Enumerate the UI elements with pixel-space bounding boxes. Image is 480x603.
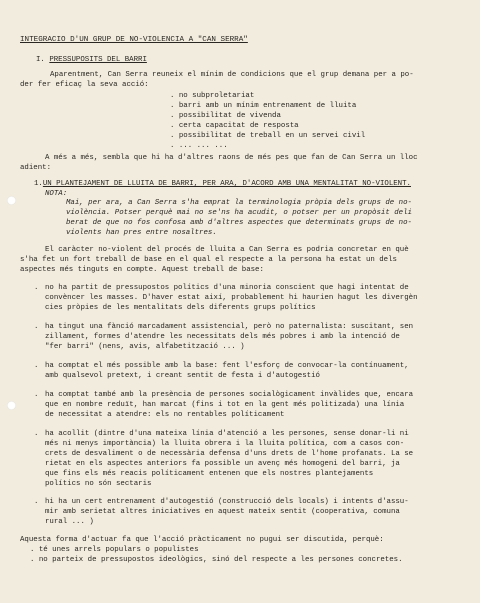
- bullet-line: mir amb serietat altres iniciatives en aquest mateix sentit (cooperativa, comuna: [45, 508, 400, 516]
- bullet-line: que fins els més reacis políticament entenen que els nostres plantejaments: [45, 470, 374, 478]
- paragraph-line: s'ha fet un fort treball de base en el qual el respecte a la persona ha estat un dels: [20, 256, 397, 264]
- intro-line: der fer eficaç la seva acció:: [20, 81, 149, 89]
- nota-line: Mai, per ara, a Can Serra s'ha emprat la terminologia pròpia dels grups de no-: [66, 199, 412, 207]
- bullet-line: més ni menys importància) la lluita obrera i la lluita política, com a casos con-: [45, 440, 405, 448]
- bullet-dot: .: [34, 284, 39, 292]
- bullet-line: de necessitat a atendre: els no rentables políticament: [45, 411, 285, 419]
- punch-hole: [7, 196, 16, 205]
- nota-line: violència. Potser perquè mai no se'ns ha acudit, o potser per un propòsit deli: [66, 209, 412, 217]
- bullet-line: polítics no són sectaris: [45, 480, 152, 488]
- point-heading: 1.UN PLANTEJAMENT DE LLUITA DE BARRI, PER ARA, D'ACORD AMB UNA MENTALITAT NO-VIOLENT.: [34, 180, 411, 188]
- bullet-line: crets de desvaliment o de necessària defensa d'uns drets de l'home profanats. La se: [45, 450, 414, 458]
- paragraph-line: El caràcter no-violent del procés de lluita a Can Serra es podria concretar en què: [45, 246, 409, 254]
- bullet-line: ha acollit (dintre d'una mateixa línia d'atenció a les persones, sense donar-li ni: [45, 430, 409, 438]
- bullet-line: cies pròpies de les mentalitats dels diferents grups polítics: [45, 304, 316, 312]
- nota-line: violents han pres entre nosaltres.: [66, 229, 217, 237]
- document-title: INTEGRACIO D'UN GRUP DE NO-VIOLENCIA A "CAN SERRA": [20, 36, 248, 44]
- bullet-line: ha tingut una fànció marcadament assistencial, però no paternalista: suscitant, sen: [45, 323, 414, 331]
- bullet-dot: .: [34, 391, 39, 399]
- list-item: . no parteix de pressupostos ideològics, sinó del respecte a les persones concretes.: [30, 556, 403, 564]
- punch-hole: [7, 401, 16, 410]
- section-heading: I. PRESSUPOSITS DEL BARRI: [36, 56, 147, 64]
- paragraph-line: aspectes més tinguts en compte. Aquest treball de base:: [20, 266, 264, 274]
- bullet-dot: .: [34, 323, 39, 331]
- bullet-line: hi ha un cert entrenament d'autogestió (construcció dels locals) i intents d'assu-: [45, 498, 409, 506]
- paragraph-line: A més a més, sembla que hi ha d'altres raons de més pes que fan de Can Serra un lloc: [45, 154, 418, 162]
- bullet-dot: .: [34, 430, 39, 438]
- intro-line: Aparentment, Can Serra reuneix el mínim de condicions que el grup demana per a po-: [50, 71, 414, 79]
- nota-label: NOTA:: [45, 190, 68, 198]
- bullet-dot: .: [34, 362, 39, 370]
- bullet-line: ha comptat també amb la presència de persones socialògicament invàlides que, encara: [45, 391, 414, 399]
- bullet-line: que en nombre reduït, han marcat (fins i tot en la gent més politizada) una línia: [45, 401, 405, 409]
- list-item: . certa capacitat de resposta: [170, 122, 299, 130]
- bullet-line: zillament, formes d'atendre les necessitats dels més pobres i amb la intenció de: [45, 333, 400, 341]
- list-item: . ... ... ...: [170, 142, 228, 150]
- bullet-line: no ha partit de pressupostos polítics d'una minoria conscient que hagi intentat de: [45, 284, 409, 292]
- paragraph-line: Aquesta forma d'actuar fa que l'acció pràcticament no pugui ser discutida, perquè:: [20, 536, 384, 544]
- list-item: . barri amb un mínim entrenament de lluita: [170, 102, 357, 110]
- bullet-line: rural ... ): [45, 518, 94, 526]
- bullet-dot: .: [34, 498, 39, 506]
- bullet-line: rietat en els aspectes anteriors fa possible un avenç més homogeni del barri, ja: [45, 460, 400, 468]
- list-item: . possibilitat de treball en un servei civil: [170, 132, 366, 140]
- paragraph-line: adient:: [20, 164, 52, 172]
- list-item: . té unes arrels populars o populistes: [30, 546, 199, 554]
- bullet-line: ha comptat el més possible amb la base: fent l'esforç de convocar-la contínuament,: [45, 362, 409, 370]
- nota-line: berat de que no fos confosa amb d'altres aspectes que determinats grups de no-: [66, 219, 412, 227]
- list-item: . possibilitat de vivenda: [170, 112, 281, 120]
- bullet-line: amb qualsevol pretext, i creant sentit de festa i d'autogestió: [45, 372, 320, 380]
- bullet-line: convèncer les masses. D'haver estat així, probablement hi haurien hagut les divergèn: [45, 294, 418, 302]
- bullet-line: "fer barri" (nens, avis, alfabetització ... ): [45, 343, 245, 351]
- list-item: . no subproletariat: [170, 92, 255, 100]
